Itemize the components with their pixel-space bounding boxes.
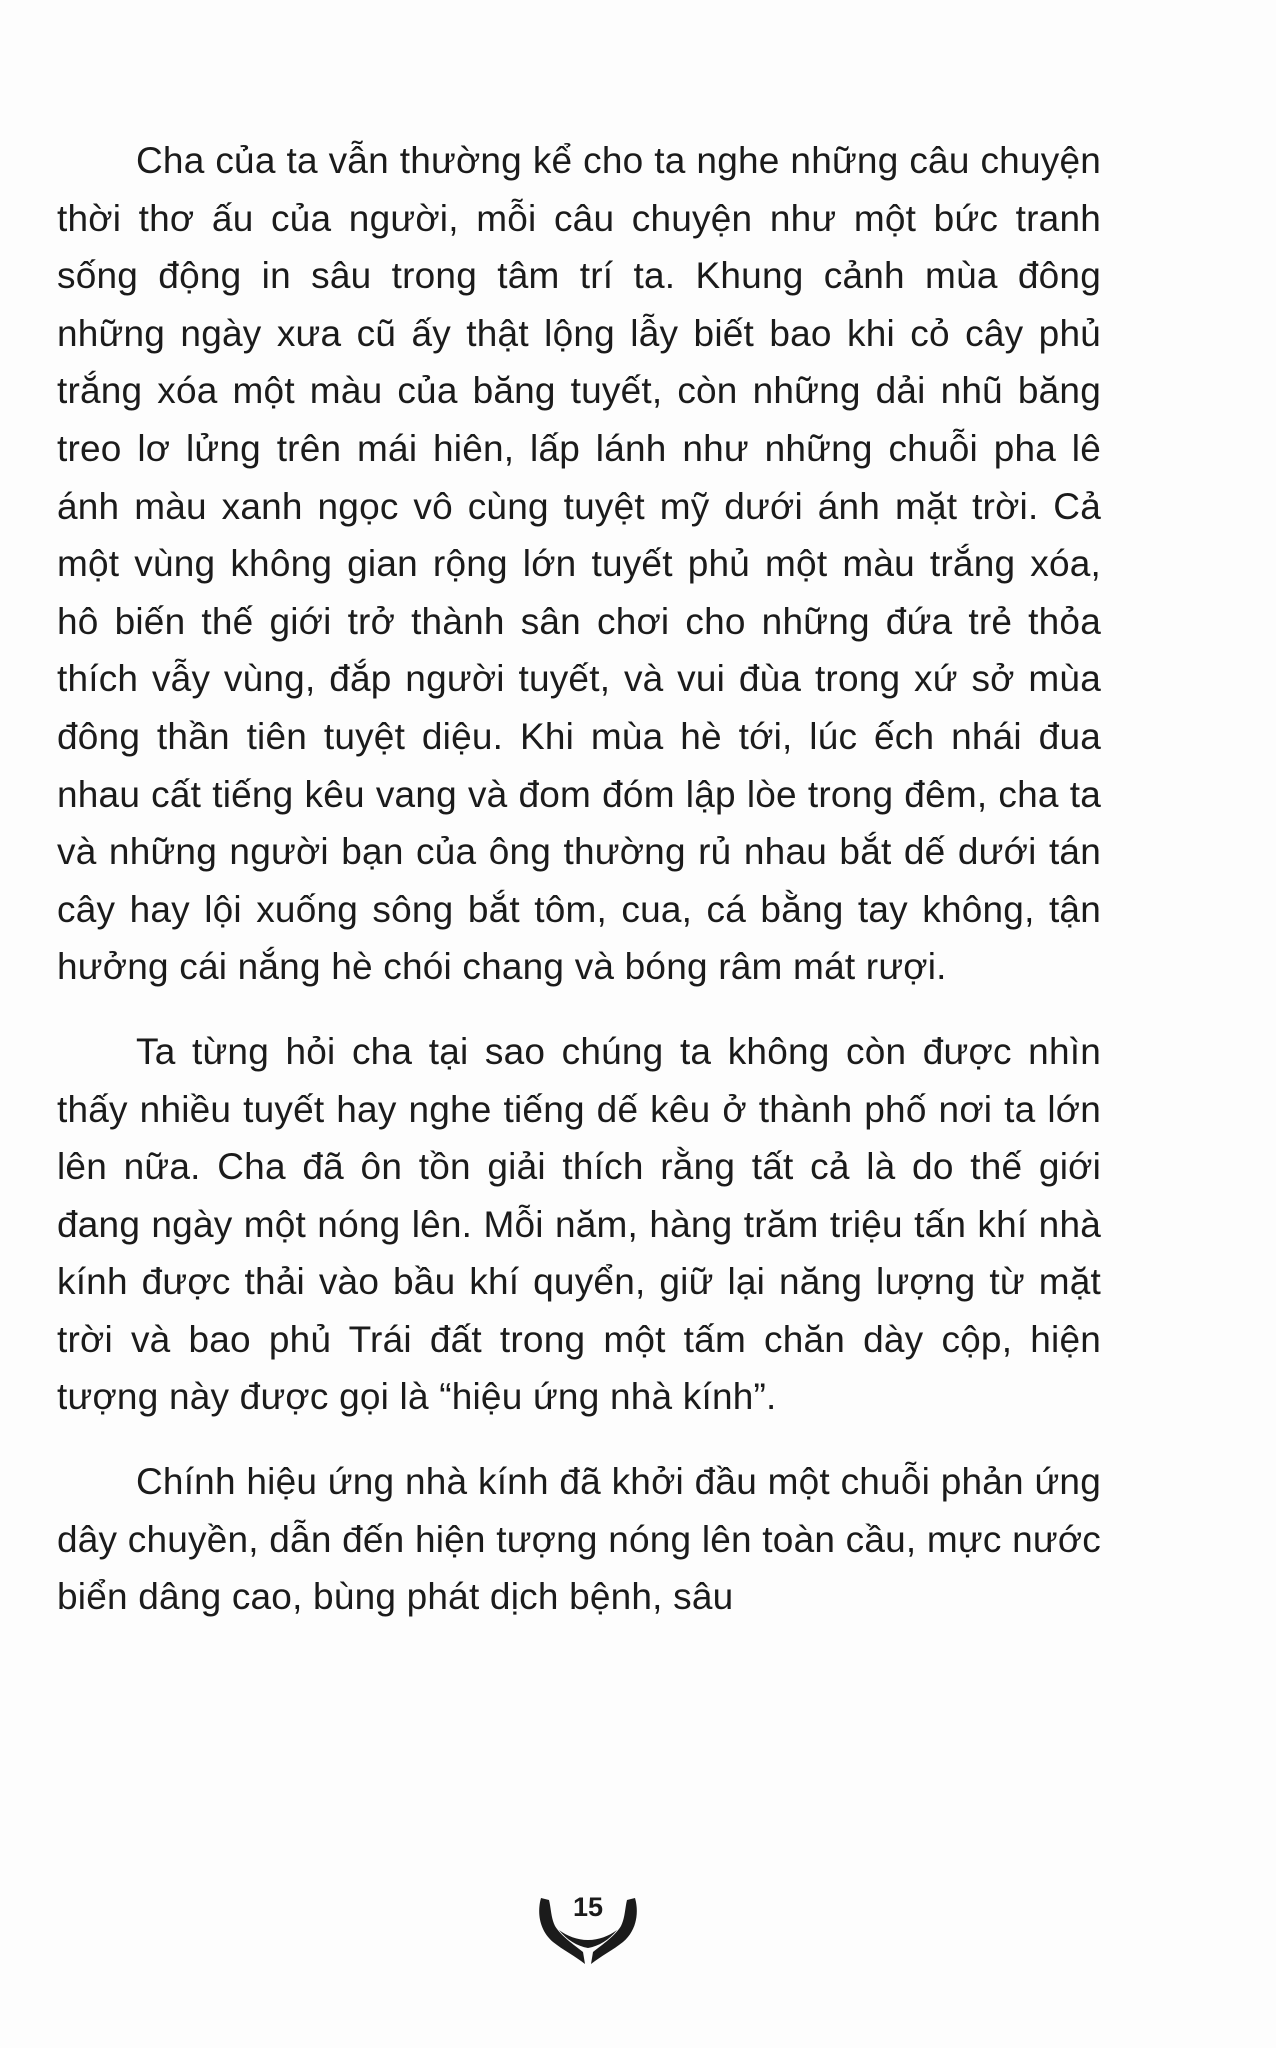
page-number: 15	[572, 1892, 604, 1922]
paragraph-3: Chính hiệu ứng nhà kính đã khởi đầu một chuỗi phản ứng dây chuyền, dẫn đến hiện tượng nóng lên toàn cầu, mực nước biển dâng cao, bùng phát dịch bệnh, sâu	[57, 1461, 1101, 1618]
paragraph-1: Cha của ta vẫn thường kể cho ta nghe những câu chuyện thời thơ ấu của người, mỗi câu chuyện như một bức tranh sống động in sâu trong tâm trí ta. Khung cảnh mùa đông những ngày xưa cũ ấy thật lộng lẫy biết bao khi cỏ cây phủ trắng xóa một màu của băng tuyết, còn những dải nhũ băng treo lơ lửng trên mái hiên, lấp lánh như những chuỗi pha lê ánh màu xanh ngọc vô cùng tuyệt mỹ dưới ánh mặt trời. Cả một vùng không gian rộng lớn tuyết phủ một màu trắng xóa, hô biến thế giới trở thành sân chơi cho những đứa trẻ thỏa thích vẫy vùng, đắp người tuyết, và vui đùa trong xứ sở mùa đông thần tiên tuyệt diệu. Khi mùa hè tới, lúc ếch nhái đua nhau cất tiếng kêu vang và đom đóm lập lòe trong đêm, cha ta và những người bạn của ông thường rủ nhau bắt dế dưới tán cây hay lội xuống sông bắt tôm, cua, cá bằng tay không, tận hưởng cái nắng hè chói chang và bóng râm mát rượi.	[57, 140, 1101, 988]
page-footer	[533, 1890, 643, 1970]
paragraph-2: Ta từng hỏi cha tại sao chúng ta không còn được nhìn thấy nhiều tuyết hay nghe tiếng dế kêu ở thành phố nơi ta lớn lên nữa. Cha đã ôn tồn giải thích rằng tất cả là do thế giới đang ngày một nóng lên. Mỗi năm, hàng trăm triệu tấn khí nhà kính được thải vào bầu khí quyển, giữ lại năng lượng từ mặt trời và bao phủ Trái đất trong một tấm chăn dày cộp, hiện tượng này được gọi là “hiệu ứng nhà kính”.	[57, 1030, 1101, 1418]
